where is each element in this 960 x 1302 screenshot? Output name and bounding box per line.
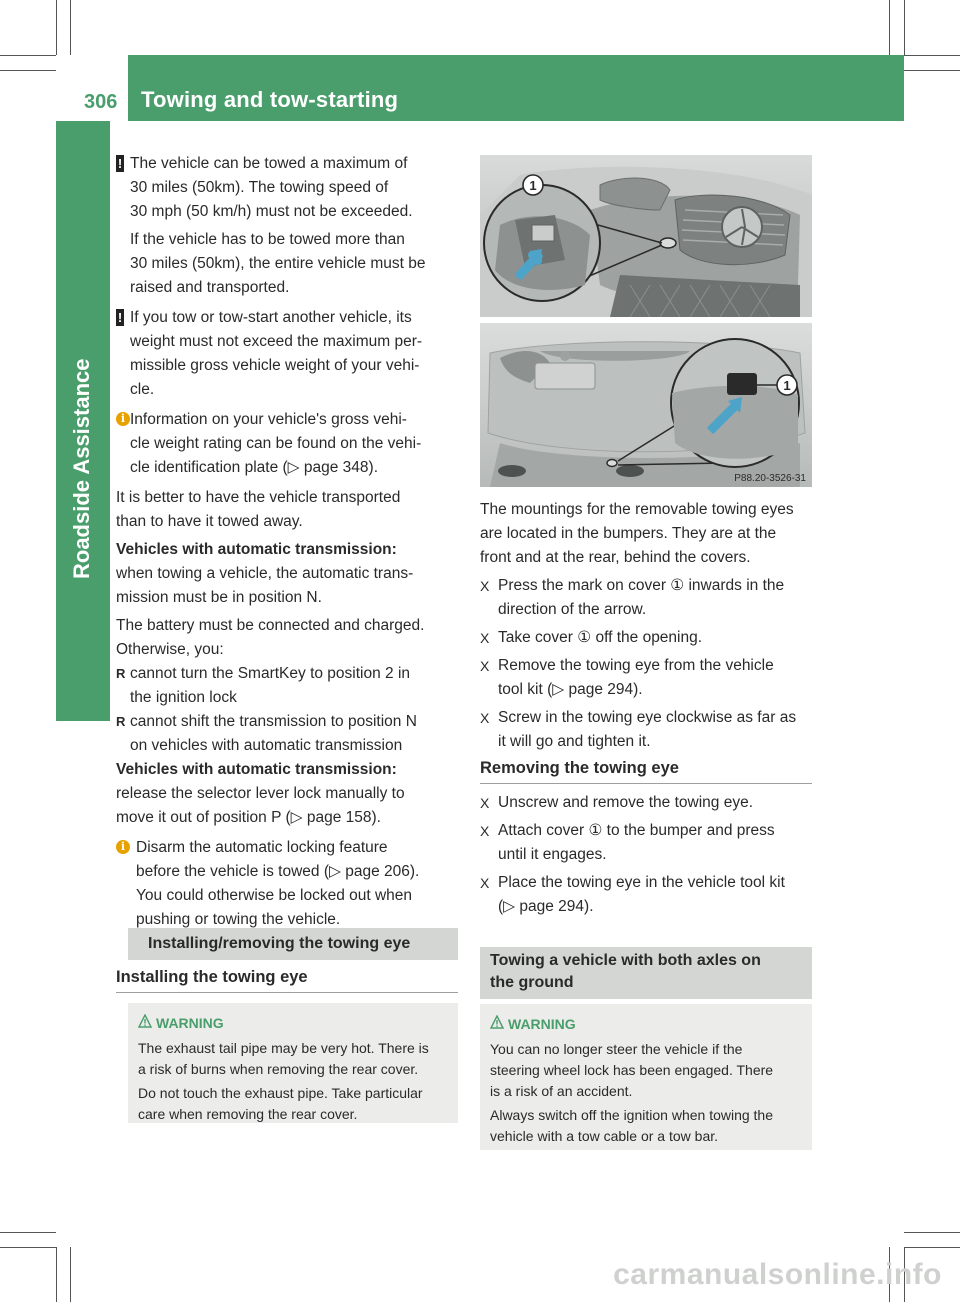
step-press-cover: X Press the mark on cover ① inwards in the direction of the arrow. — [480, 574, 814, 622]
crop-mark — [0, 1232, 56, 1233]
section-heading-towing-eye: Installing/removing the towing eye — [128, 928, 458, 960]
arrow-bullet-icon: X — [480, 578, 490, 594]
sub-heading-removing: Removing the towing eye — [480, 754, 812, 784]
crop-mark — [70, 1247, 71, 1302]
paragraph-mountings: The mountings for the removable towing eyes are located in the bumpers. They are at the front and at the rear, behind the covers. — [480, 501, 794, 566]
step-attach-cover: X Attach cover ① to the bumper and press until it engages. — [480, 819, 814, 867]
rear-bumper-image — [480, 323, 812, 487]
warning-text: Always switch off the ignition when towing the vehicle with a tow cable or a tow bar. — [490, 1107, 774, 1144]
image-reference-code: P88.20-3526-31 — [734, 473, 806, 484]
step-remove-eye: X Remove the towing eye from the vehicle tool kit (▷ page 294). — [480, 654, 814, 702]
paragraph-transmission-n: when towing a vehicle, the automatic trans- mission must be in position N. — [116, 565, 414, 606]
right-column-steps-2 — [480, 791, 814, 923]
info-gross-weight: i Information on your vehicle's gross vehi- cle weight rating can be found on the vehi- cle identification plate (▷ page 348). — [116, 408, 462, 480]
arrow-bullet-icon: X — [480, 795, 490, 811]
rear-car-illustration — [480, 323, 812, 487]
warning-text: The exhaust tail pipe may be very hot. There is a risk of burns when removing the rear cover. — [138, 1040, 429, 1077]
arrow-bullet-icon: X — [480, 823, 490, 839]
callout-1: 1 — [783, 378, 791, 393]
crop-mark — [904, 70, 960, 71]
crop-mark — [0, 1247, 56, 1248]
front-bumper-image — [480, 155, 812, 317]
section-heading-both-axles: Towing a vehicle with both axles on the ground — [480, 947, 812, 999]
note-tow-weight: ! If you tow or tow-start another vehicle, its weight must not exceed the maximum per- missible gross vehicle weight of your vehi- cle. — [117, 309, 423, 398]
crop-mark — [904, 55, 960, 56]
warning-box-steering — [480, 1004, 812, 1150]
arrow-bullet-icon: X — [480, 630, 490, 646]
heading-automatic-1: Vehicles with automatic transmission: — [116, 541, 397, 558]
crop-mark — [0, 70, 56, 71]
crop-mark — [889, 0, 890, 55]
bullet-smartkey: R cannot turn the SmartKey to position 2 in the ignition lock — [116, 662, 462, 710]
header-divider — [124, 55, 128, 121]
footer-watermark: carmanualsonline.info — [613, 1258, 942, 1291]
bullet-icon: R — [116, 666, 126, 681]
crop-mark — [56, 1247, 57, 1302]
crop-mark — [904, 1232, 960, 1233]
warning-box-exhaust — [128, 1003, 458, 1123]
note-vehicle-max-tow: ! The vehicle can be towed a maximum of 30 miles (50km). The towing speed of 30 mph (50 km/h) must not be exceeded. — [117, 155, 413, 220]
exclamation-icon: ! — [117, 156, 123, 171]
crop-mark — [904, 1247, 960, 1248]
bullet-icon: R — [116, 714, 126, 729]
info-icon: i — [116, 840, 130, 854]
crop-mark — [0, 55, 56, 56]
step-place-eye: X Place the towing eye in the vehicle tool kit (▷ page 294). — [480, 871, 814, 919]
note-raise-transport: If the vehicle has to be towed more than 30 miles (50km), the entire vehicle must be raised and transported. — [130, 231, 426, 296]
warning-text: You can no longer steer the vehicle if the steering wheel lock has been engaged. There is a risk of an accident. — [490, 1041, 774, 1099]
step-unscrew: X Unscrew and remove the towing eye. — [480, 791, 814, 815]
paragraph-selector-lever: release the selector lever lock manually to move it out of position P (▷ page 158). — [116, 785, 405, 826]
left-column — [116, 152, 462, 932]
exclamation-icon: ! — [117, 310, 123, 325]
arrow-bullet-icon: X — [480, 658, 490, 674]
info-icon: i — [116, 412, 130, 426]
front-car-illustration — [480, 155, 812, 317]
warning-text: Do not touch the exhaust pipe. Take particular care when removing the rear cover. — [138, 1085, 423, 1122]
step-screw-eye: X Screw in the towing eye clockwise as far as it will go and tighten it. — [480, 706, 814, 754]
warning-title: WARNING — [490, 1014, 802, 1035]
info-locking-feature: i Disarm the automatic locking feature before the vehicle is towed (▷ page 206). You could otherwise be locked out when pushing or towing the vehicle. — [116, 836, 462, 932]
paragraph-transport: It is better to have the vehicle transported than to have it towed away. — [116, 489, 401, 530]
side-tab-label: Roadside Assistance — [69, 358, 94, 579]
warning-triangle-icon — [490, 1015, 504, 1029]
callout-1: 1 — [529, 178, 537, 193]
crop-mark — [70, 0, 71, 55]
page-number: 306 — [84, 91, 118, 113]
crop-mark — [56, 0, 57, 55]
right-column — [480, 498, 814, 758]
bullet-shift: R cannot shift the transmission to position N on vehicles with automatic transmission — [116, 710, 462, 758]
step-take-cover: X Take cover ① off the opening. — [480, 626, 814, 650]
warning-triangle-icon — [138, 1014, 152, 1028]
arrow-bullet-icon: X — [480, 710, 490, 726]
page-title: Towing and tow-starting — [141, 87, 399, 112]
arrow-bullet-icon: X — [480, 875, 490, 891]
warning-title: WARNING — [138, 1013, 448, 1034]
crop-mark — [904, 0, 905, 55]
sub-heading-installing: Installing the towing eye — [116, 965, 458, 993]
paragraph-battery: The battery must be connected and charged. Otherwise, you: — [116, 617, 425, 658]
heading-automatic-2: Vehicles with automatic transmission: — [116, 761, 397, 778]
